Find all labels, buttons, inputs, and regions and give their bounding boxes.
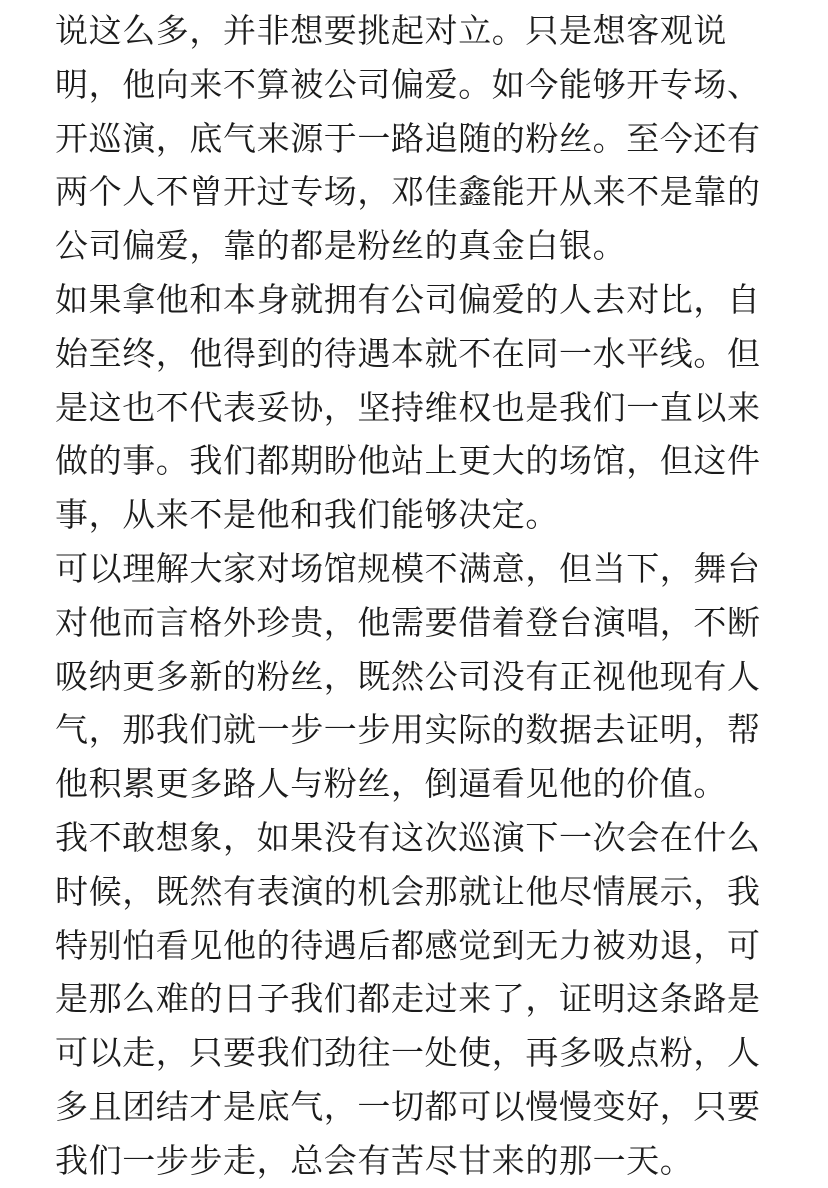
text-line: 可以走，只要我们劲往一处使，再多吸点粉，人 xyxy=(55,1033,761,1073)
text-line: 两个人不曾开过专场，邓佳鑫能开从来不是靠的 xyxy=(55,172,761,212)
text-line: 如果拿他和本身就拥有公司偏爱的人去对比，自 xyxy=(55,279,761,319)
text-line: 事，从来不是他和我们能够决定。 xyxy=(55,495,559,535)
text-line: 多且团结才是底气，一切都可以慢慢变好，只要 xyxy=(55,1086,761,1126)
text-line: 我们一步步走，总会有苦尽甘来的那一天。 xyxy=(55,1140,694,1180)
text-line: 可以理解大家对场馆规模不满意，但当下，舞台 xyxy=(55,548,761,588)
text-line: 时候，既然有表演的机会那就让他尽情展示，我 xyxy=(55,871,761,911)
text-line: 吸纳更多新的粉丝，既然公司没有正视他现有人 xyxy=(55,656,761,696)
text-line: 说这么多，并非想要挑起对立。只是想客观说 xyxy=(55,11,727,50)
text-line: 我不敢想象，如果没有这次巡演下一次会在什么 xyxy=(55,817,761,857)
text-line: 开巡演，底气来源于一路追随的粉丝。至今还有 xyxy=(55,118,761,158)
text-line: 对他而言格外珍贵，他需要借着登台演唱，不断 xyxy=(55,602,761,642)
text-line: 是那么难的日子我们都走过来了，证明这条路是 xyxy=(55,979,761,1019)
text-line: 是这也不代表妥协，坚持维权也是我们一直以来 xyxy=(55,387,761,427)
text-line: 始至终，他得到的待遇本就不在同一水平线。但 xyxy=(55,333,761,373)
text-line: 他积累更多路人与粉丝，倒逼看见他的价值。 xyxy=(55,764,727,804)
text-line: 明，他向来不算被公司偏爱。如今能够开专场、 xyxy=(55,64,761,104)
text-line: 公司偏爱，靠的都是粉丝的真金白银。 xyxy=(55,226,627,266)
text-line: 做的事。我们都期盼他站上更大的场馆，但这件 xyxy=(55,441,761,481)
text-line: 气，那我们就一步一步用实际的数据去证明，帮 xyxy=(55,710,761,750)
text-line: 特别怕看见他的待遇后都感觉到无力被劝退，可 xyxy=(55,925,761,965)
